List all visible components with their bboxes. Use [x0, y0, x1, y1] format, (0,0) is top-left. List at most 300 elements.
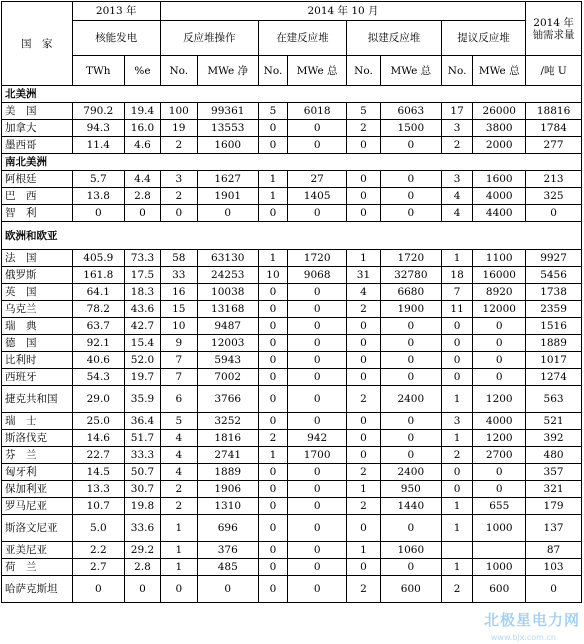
table-cell: 15.4 — [125, 335, 161, 352]
table-cell: 0 — [441, 369, 473, 386]
table-cell: 5 — [258, 103, 287, 120]
table-cell: 33.6 — [125, 515, 161, 542]
table-cell: 18 — [441, 267, 473, 284]
table-row — [2, 120, 582, 137]
table-cell: 2 — [441, 447, 473, 464]
table-cell: 521 — [526, 413, 582, 430]
table-row — [2, 284, 582, 301]
table-cell: 19.8 — [125, 498, 161, 515]
table-row — [2, 318, 582, 335]
table-cell: 485 — [197, 559, 258, 576]
table-cell: 2 — [347, 301, 381, 318]
table-cell: 1 — [441, 430, 473, 447]
table-cell: 0 — [258, 559, 287, 576]
table-cell: 17 — [441, 103, 473, 120]
table-cell: 1889 — [526, 335, 582, 352]
table-cell: 13168 — [197, 301, 258, 318]
table-cell: 0 — [258, 515, 287, 542]
table-cell: 1600 — [473, 171, 526, 188]
table-cell: 696 — [197, 515, 258, 542]
table-cell: 50.7 — [125, 464, 161, 481]
table-cell: 0 — [160, 576, 197, 603]
table-cell: 3 — [441, 413, 473, 430]
country-name: 瑞 典 — [2, 318, 73, 335]
table-cell: 0 — [125, 205, 161, 222]
table-cell: 0 — [380, 369, 441, 386]
table-cell: 2400 — [380, 464, 441, 481]
unit-operating-mwe: MWe 净 — [197, 56, 258, 86]
table-cell: 0 — [473, 335, 526, 352]
table-cell: 357 — [526, 464, 582, 481]
table-cell: 0 — [380, 171, 441, 188]
table-cell: 0 — [288, 301, 347, 318]
table-cell: 1 — [347, 542, 381, 559]
table-cell: 0 — [258, 335, 287, 352]
table-cell: 1100 — [473, 250, 526, 267]
table-cell: 0 — [347, 188, 381, 205]
table-cell: 0 — [380, 335, 441, 352]
table-cell: 0 — [380, 515, 441, 542]
table-cell: 10 — [160, 318, 197, 335]
table-cell: 1 — [160, 515, 197, 542]
table-row — [2, 301, 582, 318]
table-cell: 9068 — [288, 267, 347, 284]
table-cell: 0 — [288, 559, 347, 576]
country-name: 瑞 士 — [2, 413, 73, 430]
table-cell: 950 — [380, 481, 441, 498]
table-cell: 0 — [347, 559, 381, 576]
table-cell: 0 — [72, 576, 125, 603]
table-row — [2, 464, 582, 481]
country-name: 荷 兰 — [2, 559, 73, 576]
table-cell: 0 — [347, 369, 381, 386]
table-cell: 1000 — [473, 515, 526, 542]
table-cell: 9 — [160, 335, 197, 352]
table-cell: 0 — [197, 205, 258, 222]
table-cell: 0 — [288, 386, 347, 413]
country-name: 英 国 — [2, 284, 73, 301]
table-cell: 19 — [160, 120, 197, 137]
table-cell: 2.2 — [72, 542, 125, 559]
table-cell: 31 — [347, 267, 381, 284]
section-title: 北美洲 — [2, 86, 582, 103]
table-row — [2, 413, 582, 430]
table-cell: 12000 — [473, 301, 526, 318]
table-cell: 0 — [288, 352, 347, 369]
table-cell: 1906 — [197, 481, 258, 498]
table-cell: 0 — [526, 205, 582, 222]
table-cell: 2 — [347, 576, 381, 603]
table-cell: 33 — [160, 267, 197, 284]
table-cell: 0 — [441, 318, 473, 335]
unit-proposed-mwe: MWe 总 — [473, 56, 526, 86]
table-cell: 2.7 — [72, 559, 125, 576]
table-cell: 0 — [473, 369, 526, 386]
table-cell: 1 — [160, 559, 197, 576]
table-cell: 790.2 — [72, 103, 125, 120]
table-cell: 0 — [380, 137, 441, 154]
table-cell: 6680 — [380, 284, 441, 301]
watermark-logo: 北极星电力网 — [483, 611, 580, 629]
table-cell: 3 — [160, 171, 197, 188]
table-cell: 29.2 — [125, 542, 161, 559]
table-cell: 0 — [441, 352, 473, 369]
proposed-reactors-header: 提议反应堆 — [441, 21, 525, 56]
table-cell: 22.7 — [72, 447, 125, 464]
table-cell: 0 — [258, 120, 287, 137]
table-cell: 2000 — [473, 137, 526, 154]
table-cell: 0 — [288, 515, 347, 542]
country-name: 亚美尼亚 — [2, 542, 73, 559]
table-cell: 0 — [258, 464, 287, 481]
table-cell: 6 — [160, 386, 197, 413]
table-cell: 15 — [160, 301, 197, 318]
table-cell: 2 — [258, 430, 287, 447]
table-cell: 1000 — [473, 559, 526, 576]
table-cell: 1017 — [526, 352, 582, 369]
table-cell: 18.3 — [125, 284, 161, 301]
table-cell: 5 — [160, 413, 197, 430]
table-cell: 1 — [347, 250, 381, 267]
table-cell: 16 — [160, 284, 197, 301]
year-2013-header: 2013 年 — [72, 2, 160, 21]
table-cell: 2.8 — [125, 559, 161, 576]
table-cell: 1720 — [380, 250, 441, 267]
table-cell — [473, 542, 526, 559]
table-cell: 2741 — [197, 447, 258, 464]
table-cell: 4000 — [473, 413, 526, 430]
table-cell: 35.9 — [125, 386, 161, 413]
table-cell: 0 — [288, 542, 347, 559]
table-cell: 7 — [160, 369, 197, 386]
watermark-url: www.bjx.com.cn — [490, 633, 556, 642]
table-cell: 1784 — [526, 120, 582, 137]
table-cell: 100 — [160, 103, 197, 120]
table-cell: 325 — [526, 188, 582, 205]
table-cell: 1500 — [380, 120, 441, 137]
table-cell: 52.0 — [125, 352, 161, 369]
table-cell: 277 — [526, 137, 582, 154]
table-cell: 600 — [380, 576, 441, 603]
table-cell: 78.2 — [72, 301, 125, 318]
country-name: 斯洛伐克 — [2, 430, 73, 447]
country-name: 德 国 — [2, 335, 73, 352]
table-cell: 1 — [441, 515, 473, 542]
country-name: 比利时 — [2, 352, 73, 369]
table-cell: 655 — [473, 498, 526, 515]
table-cell: 16000 — [473, 267, 526, 284]
table-cell: 2 — [347, 498, 381, 515]
table-cell: 7 — [160, 352, 197, 369]
table-cell: 10.7 — [72, 498, 125, 515]
table-cell: 0 — [380, 352, 441, 369]
table-cell: 480 — [526, 447, 582, 464]
table-row — [2, 205, 582, 222]
operating-reactors-header: 反应堆操作 — [160, 21, 258, 56]
table-cell: 4 — [160, 447, 197, 464]
country-name: 法 国 — [2, 250, 73, 267]
table-cell: 2 — [441, 576, 473, 603]
table-cell: 0 — [526, 576, 582, 603]
uranium-demand-header: 2014 年铀需求量 — [526, 2, 582, 56]
table-cell: 0 — [347, 447, 381, 464]
table-cell: 161.8 — [72, 267, 125, 284]
table-cell: 24253 — [197, 267, 258, 284]
table-cell: 6063 — [380, 103, 441, 120]
table-row — [2, 267, 582, 284]
table-cell: 13.8 — [72, 188, 125, 205]
table-cell: 4000 — [473, 188, 526, 205]
table-cell: 64.1 — [72, 284, 125, 301]
table-cell: 5943 — [197, 352, 258, 369]
unit-tonnes-u: /吨 U — [526, 56, 582, 86]
table-cell: 1310 — [197, 498, 258, 515]
table-cell: 30.7 — [125, 481, 161, 498]
table-cell: 32780 — [380, 267, 441, 284]
table-cell: 0 — [160, 205, 197, 222]
table-cell: 19.4 — [125, 103, 161, 120]
table-cell: 0 — [380, 205, 441, 222]
table-cell: 6018 — [288, 103, 347, 120]
table-cell: 9927 — [526, 250, 582, 267]
table-cell: 0 — [347, 515, 381, 542]
table-cell: 3 — [441, 120, 473, 137]
section-title: 南北美洲 — [2, 154, 582, 171]
table-row — [2, 250, 582, 267]
table-cell: 0 — [258, 413, 287, 430]
table-cell: 2 — [160, 137, 197, 154]
section-row — [2, 86, 582, 103]
table-cell: 27 — [288, 171, 347, 188]
table-cell: 63.7 — [72, 318, 125, 335]
table-cell: 0 — [125, 576, 161, 603]
country-name: 保加利亚 — [2, 481, 73, 498]
table-row — [2, 576, 582, 603]
table-cell: 26000 — [473, 103, 526, 120]
table-cell: 2 — [347, 120, 381, 137]
table-cell: 5.7 — [72, 171, 125, 188]
table-cell: 19.7 — [125, 369, 161, 386]
table-cell: 0 — [380, 318, 441, 335]
table-cell: 405.9 — [72, 250, 125, 267]
table-cell: 0 — [380, 559, 441, 576]
table-cell: 25.0 — [72, 413, 125, 430]
table-cell: 0 — [288, 413, 347, 430]
table-cell: 0 — [258, 301, 287, 318]
unit-proposed-no: No. — [441, 56, 473, 86]
table-cell: 0 — [258, 205, 287, 222]
table-cell: 103 — [526, 559, 582, 576]
table-cell: 0 — [288, 205, 347, 222]
table-cell: 3766 — [197, 386, 258, 413]
table-cell: 11 — [441, 301, 473, 318]
oct-2014-header: 2014 年 10 月 — [160, 2, 525, 21]
table-cell: 12003 — [197, 335, 258, 352]
table-cell: 2 — [441, 137, 473, 154]
table-cell: 0 — [347, 352, 381, 369]
table-cell: 63130 — [197, 250, 258, 267]
country-name: 美 国 — [2, 103, 73, 120]
table-cell: 1738 — [526, 284, 582, 301]
section-row — [2, 222, 582, 250]
unit-twh: TWh — [72, 56, 125, 86]
table-cell: 29.0 — [72, 386, 125, 413]
table-cell: 2400 — [380, 386, 441, 413]
table-cell: 0 — [288, 318, 347, 335]
table-cell: 1900 — [380, 301, 441, 318]
table-cell: 1060 — [380, 542, 441, 559]
table-cell: 17.5 — [125, 267, 161, 284]
table-cell: 1889 — [197, 464, 258, 481]
table-cell: 4 — [160, 464, 197, 481]
planned-reactors-header: 拟建反应堆 — [347, 21, 442, 56]
country-name: 捷克共和国 — [2, 386, 73, 413]
table-cell: 1 — [258, 447, 287, 464]
unit-percent-e: %e — [125, 56, 161, 86]
table-cell: 0 — [347, 430, 381, 447]
table-cell: 0 — [473, 481, 526, 498]
table-cell: 99361 — [197, 103, 258, 120]
table-cell: 321 — [526, 481, 582, 498]
table-cell: 4 — [160, 430, 197, 447]
table-cell: 2.8 — [125, 188, 161, 205]
table-cell: 1516 — [526, 318, 582, 335]
table-cell: 3 — [441, 171, 473, 188]
table-cell: 0 — [380, 447, 441, 464]
country-name: 斯洛文尼亚 — [2, 515, 73, 542]
table-cell: 0 — [258, 137, 287, 154]
table-cell: 11.4 — [72, 137, 125, 154]
table-cell: 40.6 — [72, 352, 125, 369]
table-row — [2, 188, 582, 205]
table-row — [2, 171, 582, 188]
table-cell: 51.7 — [125, 430, 161, 447]
table-cell: 9487 — [197, 318, 258, 335]
table-cell: 0 — [288, 464, 347, 481]
table-cell: 94.3 — [72, 120, 125, 137]
table-cell: 1816 — [197, 430, 258, 447]
table-cell: 2 — [347, 464, 381, 481]
table-row — [2, 369, 582, 386]
section-title: 欧洲和欧亚 — [2, 222, 582, 250]
table-cell: 0 — [288, 137, 347, 154]
table-cell: 10038 — [197, 284, 258, 301]
table-cell: 0 — [258, 386, 287, 413]
table-cell: 0 — [288, 369, 347, 386]
table-row — [2, 498, 582, 515]
table-cell: 0 — [258, 498, 287, 515]
table-cell: 14.6 — [72, 430, 125, 447]
table-row — [2, 447, 582, 464]
table-cell: 5 — [347, 103, 381, 120]
table-cell: 0 — [258, 284, 287, 301]
table-cell: 2 — [160, 498, 197, 515]
table-cell: 13.3 — [72, 481, 125, 498]
unit-construction-mwe: MWe 总 — [288, 56, 347, 86]
country-name: 墨西哥 — [2, 137, 73, 154]
table-cell: 376 — [197, 542, 258, 559]
table-cell: 0 — [441, 464, 473, 481]
unit-planned-mwe: MWe 总 — [380, 56, 441, 86]
table-cell: 33.3 — [125, 447, 161, 464]
table-cell: 0 — [258, 542, 287, 559]
nuclear-data-table — [1, 1, 582, 603]
table-cell: 0 — [347, 137, 381, 154]
table-cell: 54.3 — [72, 369, 125, 386]
table-cell: 36.4 — [125, 413, 161, 430]
table-cell: 1200 — [473, 386, 526, 413]
table-cell: 1405 — [288, 188, 347, 205]
table-cell: 0 — [258, 369, 287, 386]
table-cell: 0 — [288, 284, 347, 301]
table-cell: 0 — [258, 318, 287, 335]
table-cell: 1 — [258, 171, 287, 188]
table-cell: 0 — [288, 576, 347, 603]
table-cell: 1274 — [526, 369, 582, 386]
table-cell: 0 — [258, 352, 287, 369]
section-row — [2, 154, 582, 171]
table-cell: 0 — [347, 318, 381, 335]
table-row — [2, 515, 582, 542]
table-cell: 0 — [288, 498, 347, 515]
table-cell: 1 — [441, 498, 473, 515]
table-cell: 1720 — [288, 250, 347, 267]
table-cell: 2359 — [526, 301, 582, 318]
table-cell: 1627 — [197, 171, 258, 188]
country-header: 国 家 — [2, 2, 73, 86]
country-name: 匈牙利 — [2, 464, 73, 481]
table-row — [2, 137, 582, 154]
country-name: 俄罗斯 — [2, 267, 73, 284]
table-cell: 392 — [526, 430, 582, 447]
table-cell: 4 — [441, 188, 473, 205]
table-cell: 1440 — [380, 498, 441, 515]
country-name: 乌克兰 — [2, 301, 73, 318]
table-cell: 8920 — [473, 284, 526, 301]
table-cell: 1 — [347, 481, 381, 498]
table-cell: 1 — [441, 386, 473, 413]
table-cell: 1901 — [197, 188, 258, 205]
table-row — [2, 430, 582, 447]
table-cell: 1 — [258, 250, 287, 267]
country-name: 哈萨克斯坦 — [2, 576, 73, 603]
table-cell: 4.6 — [125, 137, 161, 154]
country-name: 芬 兰 — [2, 447, 73, 464]
table-cell: 4 — [441, 205, 473, 222]
table-row — [2, 559, 582, 576]
table-cell: 5.0 — [72, 515, 125, 542]
table-cell: 0 — [288, 120, 347, 137]
table-row — [2, 335, 582, 352]
table-cell: 73.3 — [125, 250, 161, 267]
table-row — [2, 481, 582, 498]
country-name: 阿根廷 — [2, 171, 73, 188]
table-cell: 2700 — [473, 447, 526, 464]
table-cell: 0 — [380, 430, 441, 447]
unit-planned-no: No. — [347, 56, 381, 86]
table-cell: 1200 — [473, 430, 526, 447]
table-cell: 0 — [473, 464, 526, 481]
table-cell: 43.6 — [125, 301, 161, 318]
table-cell: 10 — [258, 267, 287, 284]
table-cell: 3252 — [197, 413, 258, 430]
unit-operating-no: No. — [160, 56, 197, 86]
table-cell: 0 — [441, 335, 473, 352]
table-cell: 16.0 — [125, 120, 161, 137]
table-cell: 0 — [441, 481, 473, 498]
table-cell: 3800 — [473, 120, 526, 137]
table-cell: 0 — [347, 413, 381, 430]
